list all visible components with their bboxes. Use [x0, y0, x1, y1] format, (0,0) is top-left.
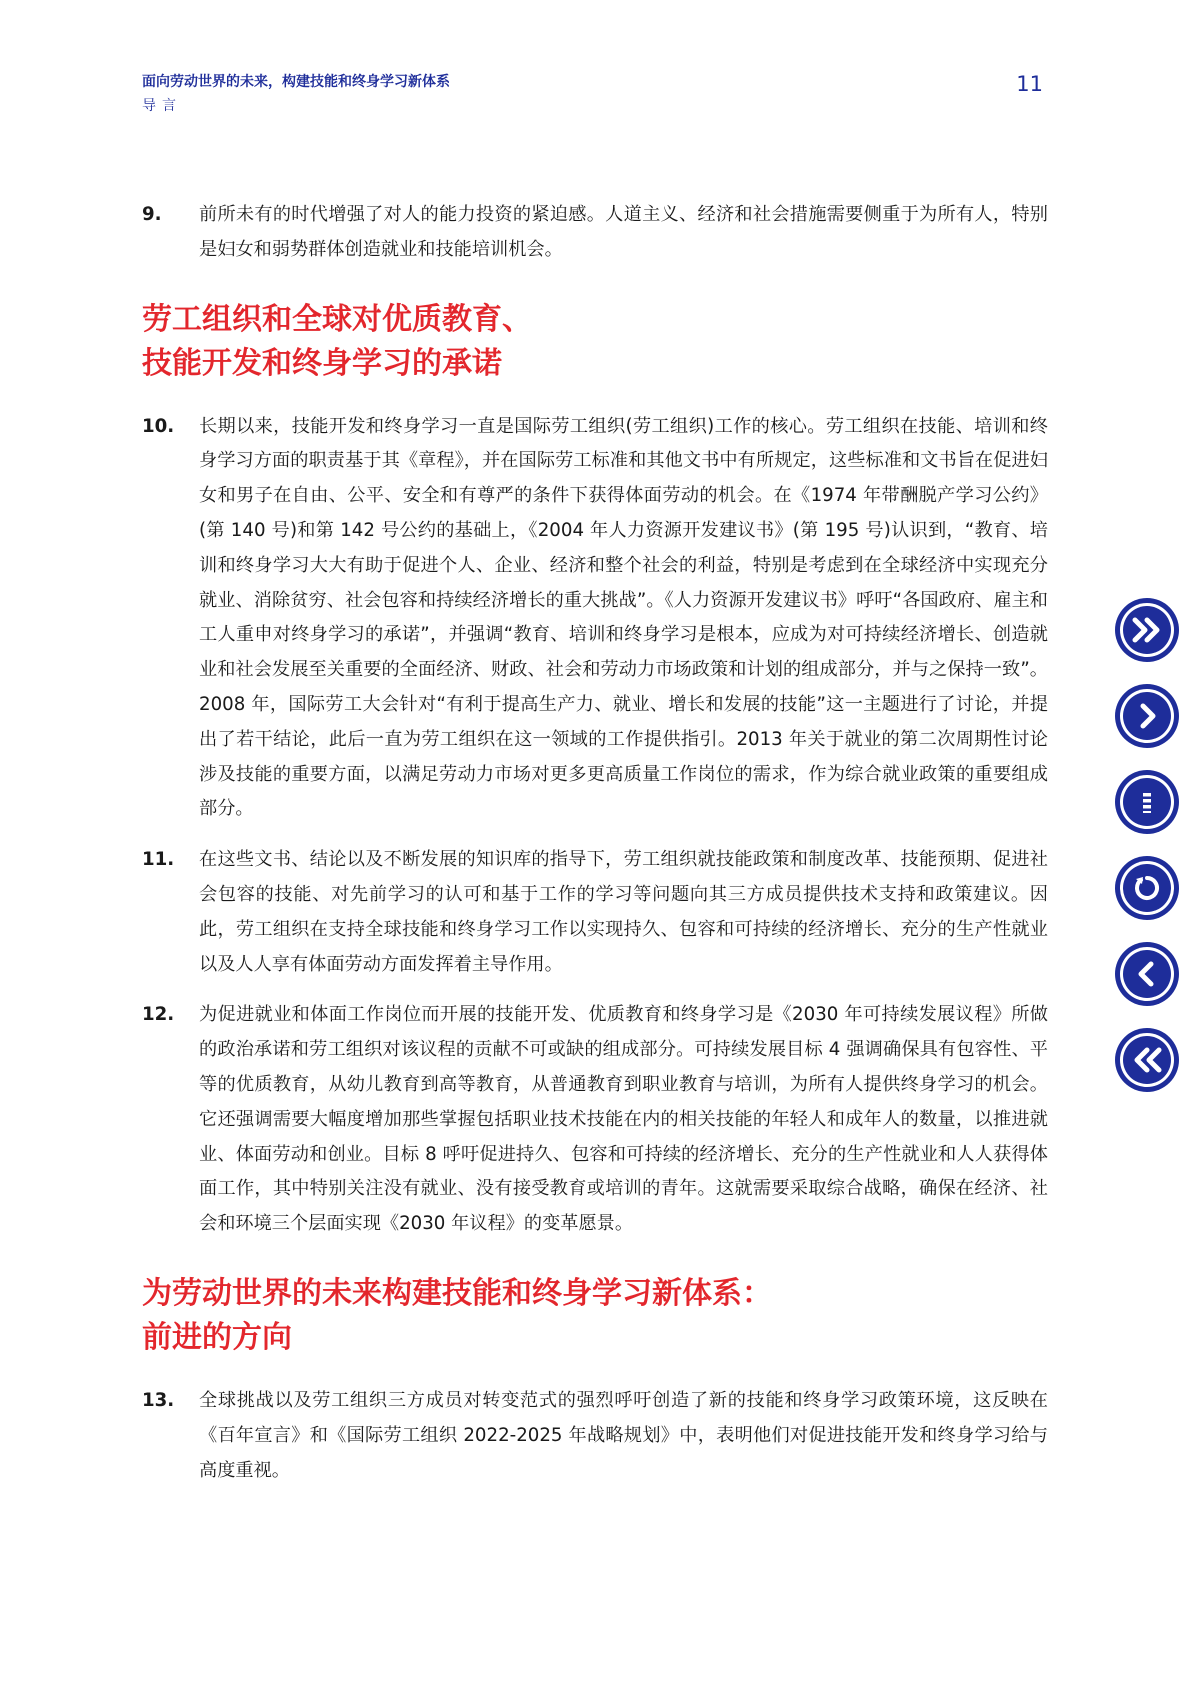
back-button[interactable]: [1115, 856, 1179, 920]
previous-icon: [1136, 961, 1158, 987]
next-icon: [1136, 703, 1158, 729]
section-heading-way-forward: 为劳动世界的未来构建技能和终身学习新体系： 前进的方向: [142, 1275, 772, 1355]
fast-forward-button[interactable]: [1115, 598, 1179, 662]
paragraph-text: 前所未有的时代增强了对人的能力投资的紧迫感。人道主义、经济和社会措施需要侧重于为所有人，特别是妇女和弱势群体创造就业和技能培训机会。: [199, 204, 1048, 260]
previous-page-button[interactable]: [1115, 942, 1179, 1006]
paragraph-number: 10.: [142, 415, 175, 437]
rewind-button[interactable]: [1115, 1028, 1179, 1092]
paragraph-9: [142, 198, 1048, 268]
rewind-icon: [1132, 1047, 1162, 1073]
paragraph-number: 9.: [142, 204, 162, 225]
paragraph-10: [142, 410, 1048, 828]
page-body: [142, 198, 1048, 1488]
paragraph-number: 13.: [142, 1389, 175, 1411]
menu-icon: [1136, 789, 1158, 815]
contents-button[interactable]: [1115, 770, 1179, 834]
paragraph-13: [142, 1384, 1048, 1488]
next-page-button[interactable]: [1115, 684, 1179, 748]
paragraph-text: 在这些文书、结论以及不断发展的知识库的指导下，劳工组织就技能政策和制度改革、技能预期、促进社会包容的技能、对先前学习的认可和基于工作的学习等问题向其三方成员提供技术支持和政策建议。因此，劳工组织在支持全球技能和终身学习工作以实现持久、包容和可持续的经济增长、充分的生产性就业以及人人享有体面劳动方面发挥着主导作用。: [199, 849, 1048, 975]
paragraph-11: [142, 843, 1048, 982]
paragraph-text: 长期以来，技能开发和终身学习一直是国际劳工组织(劳工组织)工作的核心。劳工组织在技能、培训和终身学习方面的职责基于其《章程》，并在国际劳工标准和其他文书中有所规定，这些标准和文书旨在促进妇女和男子在自由、公平、安全和有尊严的条件下获得体面劳动的机会。在《1974 年带酬脱产学习公约》(第 140 号)和第 142 号公约的基础上，《2004 年人力资源开发建议书》(第 195 号)认识到，“教育、培训和终身学习大大有助于促进个人、企业、经济和整个社会的利益，特别是考虑到在全球经济中实现充分就业、消除贫穷、社会包容和持续经济增长的重大挑战”。《人力资源开发建议书》呼吁“各国政府、雇主和工人重申对终身学习的承诺”，并强调“教育、培训和终身学习是根本，应成为对可持续经济增长、创造就业和社会发展至关重要的全面经济、财政、社会和劳动力市场政策和计划的组成部分，并与之保持一致”。2008 年，国际劳工大会针对“有利于提高生产力、就业、增长和发展的技能”这一主题进行了讨论，并提出了若干结论，此后一直为劳工组织在这一领域的工作提供指引。2013 年关于就业的第二次周期性讨论涉及技能的重要方面，以满足劳动力市场对更多更高质量工作岗位的需求，作为综合就业政策的重要组成部分。: [199, 415, 1048, 820]
paragraph-text: 为促进就业和体面工作岗位而开展的技能开发、优质教育和终身学习是《2030 年可持续发展议程》所做的政治承诺和劳工组织对该议程的贡献不可或缺的组成部分。可持续发展目标 4 强调确保具有包容性、平等的优质教育，从幼儿教育到高等教育，从普通教育到职业教育与培训，为所有人提供终身学习的机会。它还强调需要大幅度增加那些掌握包括职业技术技能在内的相关技能的年轻人和成年人的数量，以推进就业、体面劳动和创业。目标 8 呼吁促进持久、包容和可持续的经济增长、充分的生产性就业和人人获得体面工作，其中特别关注没有就业、没有接受教育或培训的青年。这就需要采取综合战略，确保在经济、社会和环境三个层面实现《2030 年议程》的变革愿景。: [199, 1004, 1048, 1235]
paragraph-number: 12.: [142, 1004, 175, 1026]
running-header: [142, 72, 450, 118]
paragraph-12: [142, 998, 1048, 1242]
fast-forward-icon: [1132, 617, 1162, 643]
paragraph-text: 全球挑战以及劳工组织三方成员对转变范式的强烈呼吁创造了新的技能和终身学习政策环境，这反映在《百年宣言》和《国际劳工组织 2022-2025 年战略规划》中，表明他们对促进技能开发和终身学习给与高度重视。: [199, 1389, 1048, 1481]
section-heading-commitment: 劳工组织和全球对优质教育、 技能开发和终身学习的承诺: [142, 301, 532, 381]
document-title: 面向劳动世界的未来，构建技能和终身学习新体系: [142, 74, 450, 90]
section-name: 导言: [142, 98, 182, 114]
paragraph-number: 11.: [142, 849, 175, 871]
page-number: 11: [1016, 72, 1043, 96]
back-icon: [1132, 873, 1162, 903]
